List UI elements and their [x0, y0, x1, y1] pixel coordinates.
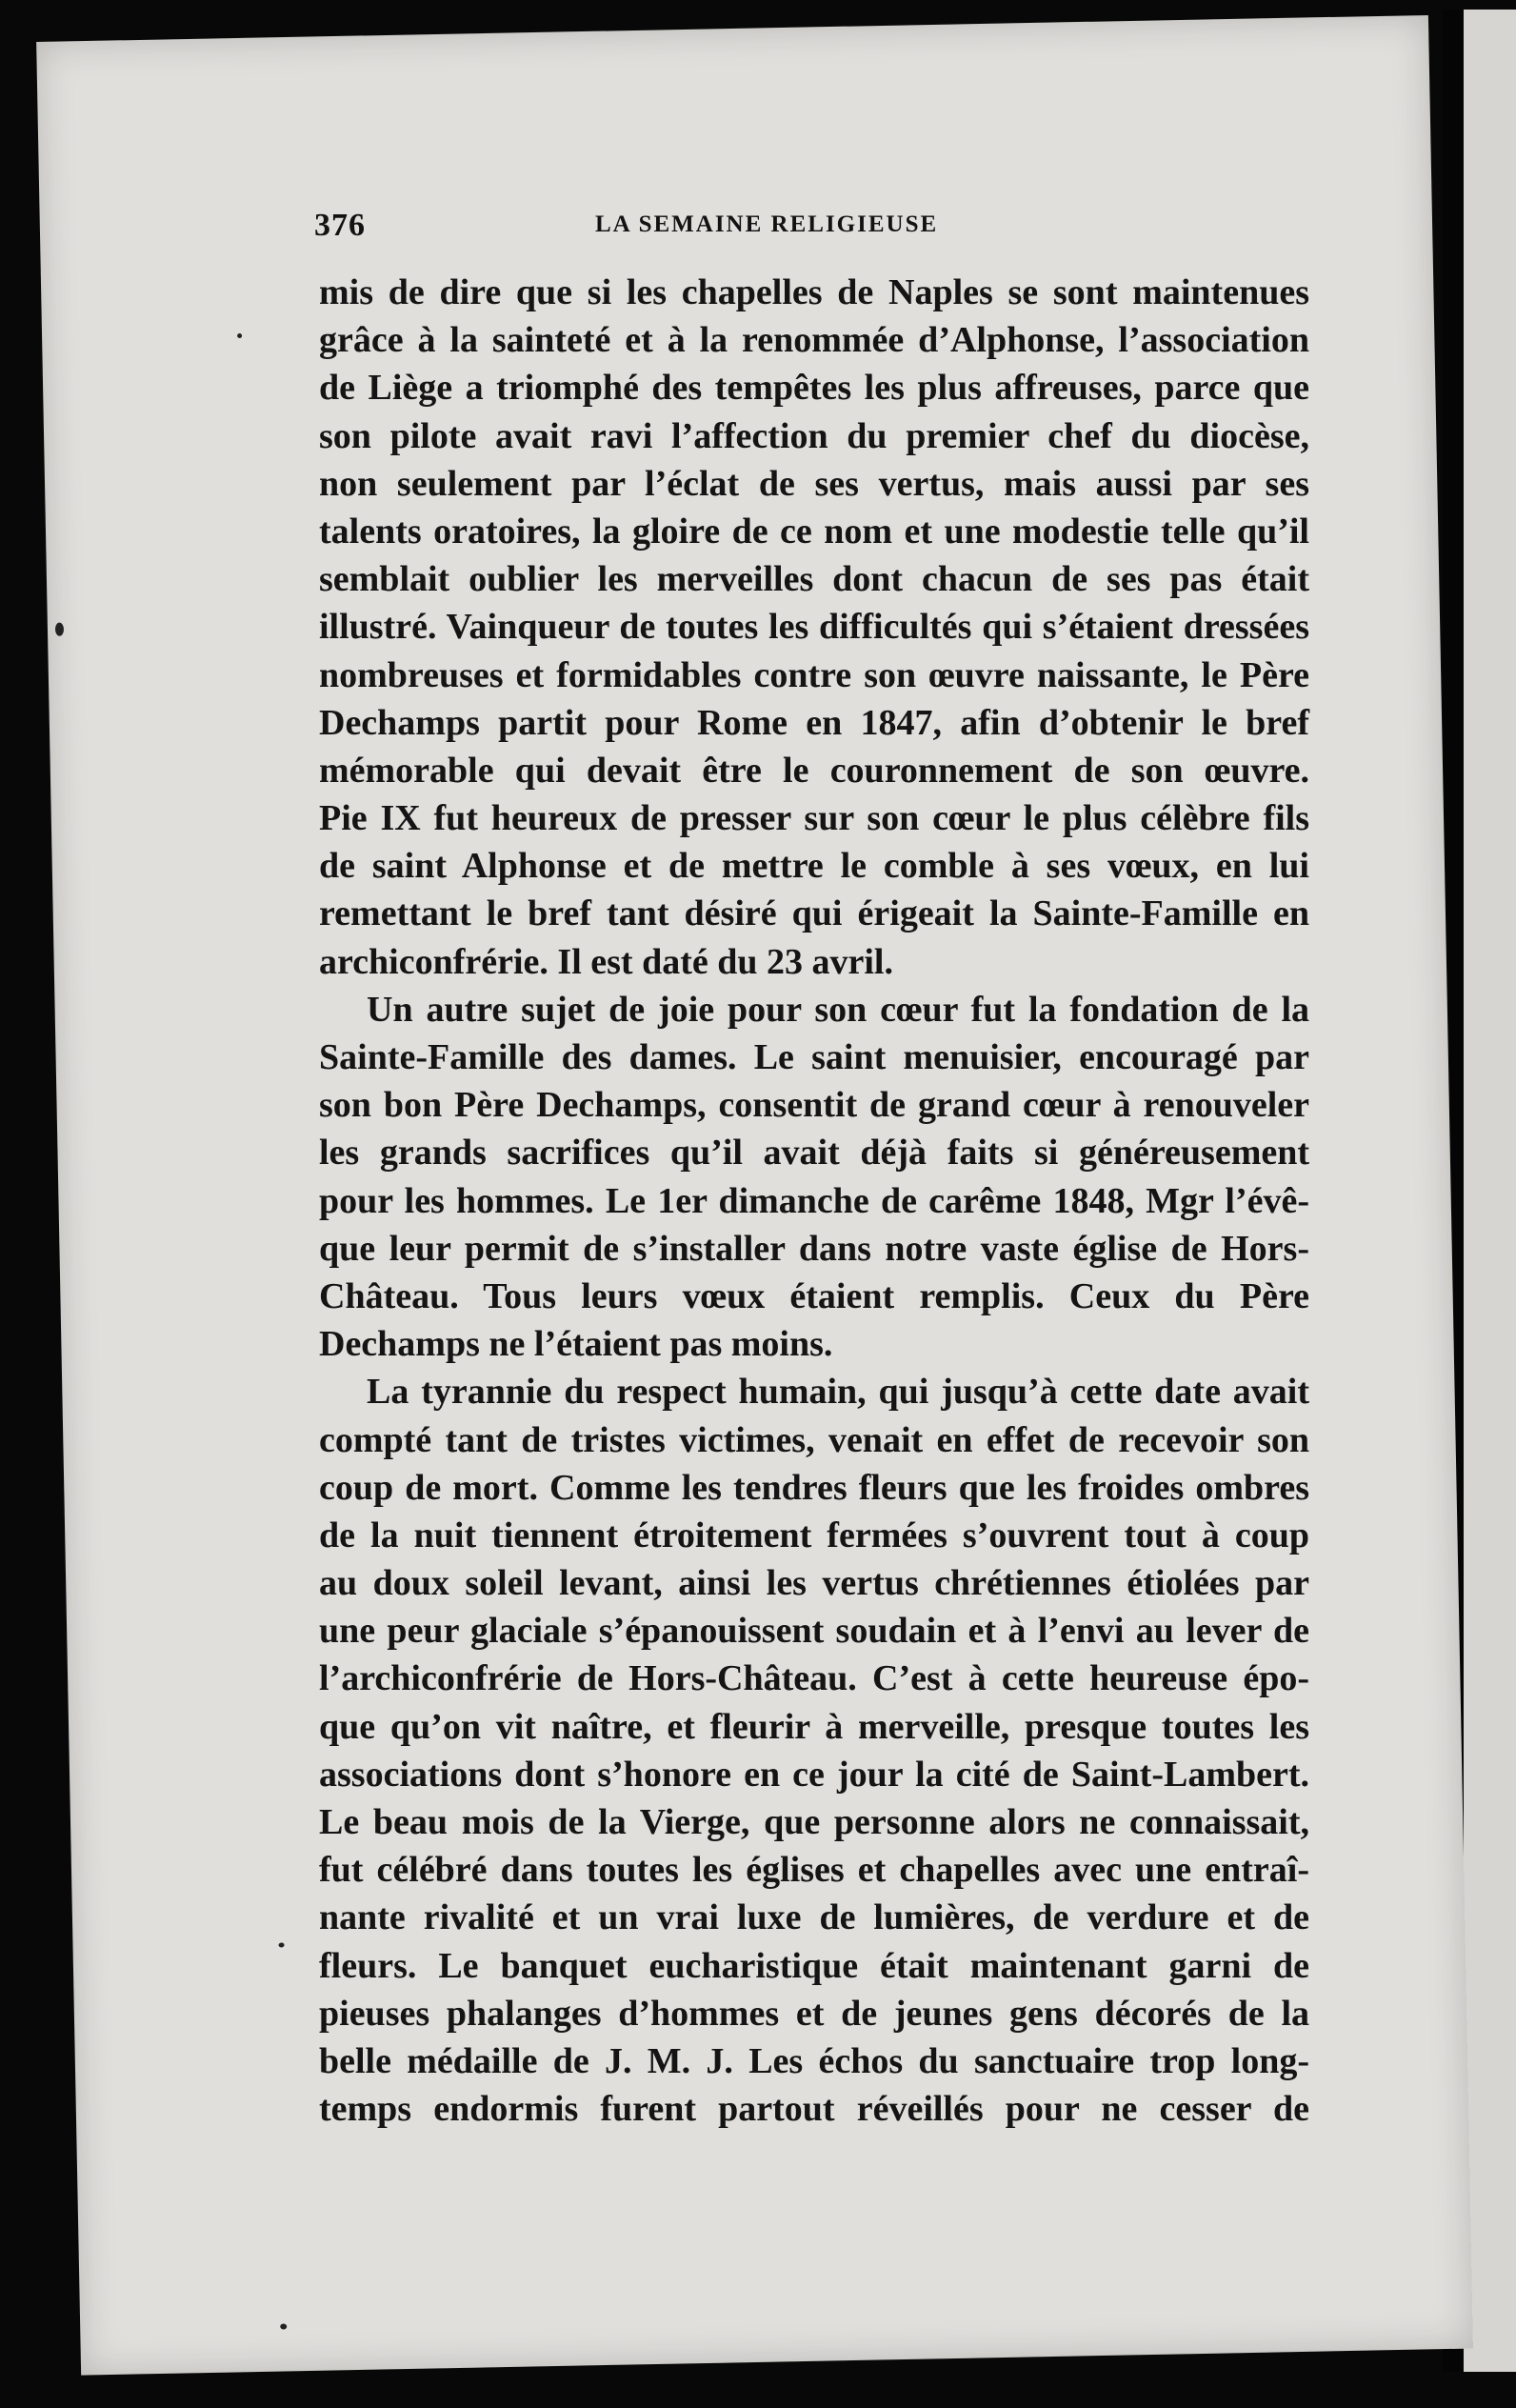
- dust-speck: [280, 2323, 287, 2329]
- text-line: les grands sacrifices qu’il avait déjà faits si généreusement: [319, 1133, 1309, 1174]
- text-line: que qu’on vit naître, et fleurir à merveille, presque toutes les: [319, 1706, 1309, 1747]
- text-line: Dechamps partit pour Rome en 1847, afin d’obtenir le bref: [319, 702, 1309, 743]
- text-line: non seulement par l’éclat de ses vertus, mais aussi par ses: [319, 463, 1309, 504]
- text-line: Pie IX fut heureux de presser sur son cœur le plus célèbre fils: [319, 798, 1309, 839]
- text-line: de Liège a triomphé des tempêtes les plus affreuses, parce que: [319, 368, 1309, 409]
- paragraph-start-line: Un autre sujet de joie pour son cœur fut la fondation de la: [367, 989, 1309, 1030]
- text-line: de la nuit tiennent étroitement fermées s’ouvrent tout à coup: [319, 1515, 1309, 1555]
- text-line: nante rivalité et un vrai luxe de lumières, de verdure et de: [319, 1897, 1309, 1938]
- text-line: pieuses phalanges d’hommes et de jeunes gens décorés de la: [319, 1993, 1309, 2034]
- text-line: son bon Père Dechamps, consentit de grand cœur à renouveler: [319, 1085, 1309, 1126]
- dust-speck: [278, 1942, 284, 1947]
- text-line: associations dont s’honore en ce jour la cité de Saint-Lambert.: [319, 1754, 1309, 1795]
- running-title: LA SEMAINE RELIGIEUSE: [595, 211, 939, 237]
- text-line: illustré. Vainqueur de toutes les difficultés qui s’étaient dressées: [319, 607, 1309, 648]
- text-line: que leur permit de s’installer dans notre vaste église de Hors-: [319, 1228, 1309, 1269]
- page-header: [314, 208, 1324, 255]
- text-line: mis de dire que si les chapelles de Naples se sont maintenues: [319, 272, 1309, 312]
- body-text: [319, 269, 1309, 2133]
- text-line: semblait oublier les merveilles dont chacun de ses pas était: [319, 559, 1309, 600]
- text-line: compté tant de tristes victimes, venait en effet de recevoir son: [319, 1419, 1309, 1460]
- text-line: une peur glaciale s’épanouissent soudain et à l’envi au lever de: [319, 1611, 1309, 1652]
- text-line: coup de mort. Comme les tendres fleurs que les froides ombres: [319, 1467, 1309, 1508]
- text-line: fut célébré dans toutes les églises et chapelles avec une entraî-: [319, 1850, 1309, 1891]
- paragraph-start-line: La tyrannie du respect humain, qui jusqu’à cette date avait: [367, 1372, 1309, 1413]
- paragraph-end-line: Dechamps ne l’étaient pas moins.: [319, 1324, 833, 1365]
- text-line: belle médaille de J. M. J. Les échos du sanctuaire trop long-: [319, 2040, 1309, 2081]
- dust-speck: [55, 623, 64, 636]
- dust-speck: [237, 333, 242, 338]
- text-line: pour les hommes. Le 1er dimanche de carême 1848, Mgr l’évê-: [319, 1180, 1309, 1221]
- text-line: temps endormis furent partout réveillés pour ne cesser de: [319, 2089, 1309, 2130]
- text-line: Le beau mois de la Vierge, que personne alors ne connaissait,: [319, 1802, 1309, 1842]
- text-line: Château. Tous leurs vœux étaient remplis. Ceux du Père: [319, 1275, 1309, 1316]
- page-number: 376: [314, 208, 366, 243]
- text-line: remettant le bref tant désiré qui érigeait la Sainte-Famille en: [319, 893, 1309, 934]
- text-line: son pilote avait ravi l’affection du premier chef du diocèse,: [319, 415, 1309, 456]
- text-line: nombreuses et formidables contre son œuvre naissante, le Père: [319, 654, 1309, 695]
- text-line: au doux soleil levant, ainsi les vertus chrétiennes étiolées par: [319, 1563, 1309, 1604]
- text-line: Sainte-Famille des dames. Le saint menuisier, encouragé par: [319, 1037, 1309, 1077]
- text-line: mémorable qui devait être le couronnement de son œuvre.: [319, 750, 1309, 791]
- text-line: l’archiconfrérie de Hors-Château. C’est à cette heureuse épo-: [319, 1658, 1309, 1699]
- text-line: grâce à la sainteté et à la renommée d’Alphonse, l’association: [319, 320, 1309, 361]
- text-line: fleurs. Le banquet eucharistique était maintenant garni de: [319, 1945, 1309, 1986]
- text-line: talents oratoires, la gloire de ce nom et une modestie telle qu’il: [319, 511, 1309, 552]
- paragraph-end-line: archiconfrérie. Il est daté du 23 avril.: [319, 941, 893, 982]
- text-line: de saint Alphonse et de mettre le comble à ses vœux, en lui: [319, 846, 1309, 887]
